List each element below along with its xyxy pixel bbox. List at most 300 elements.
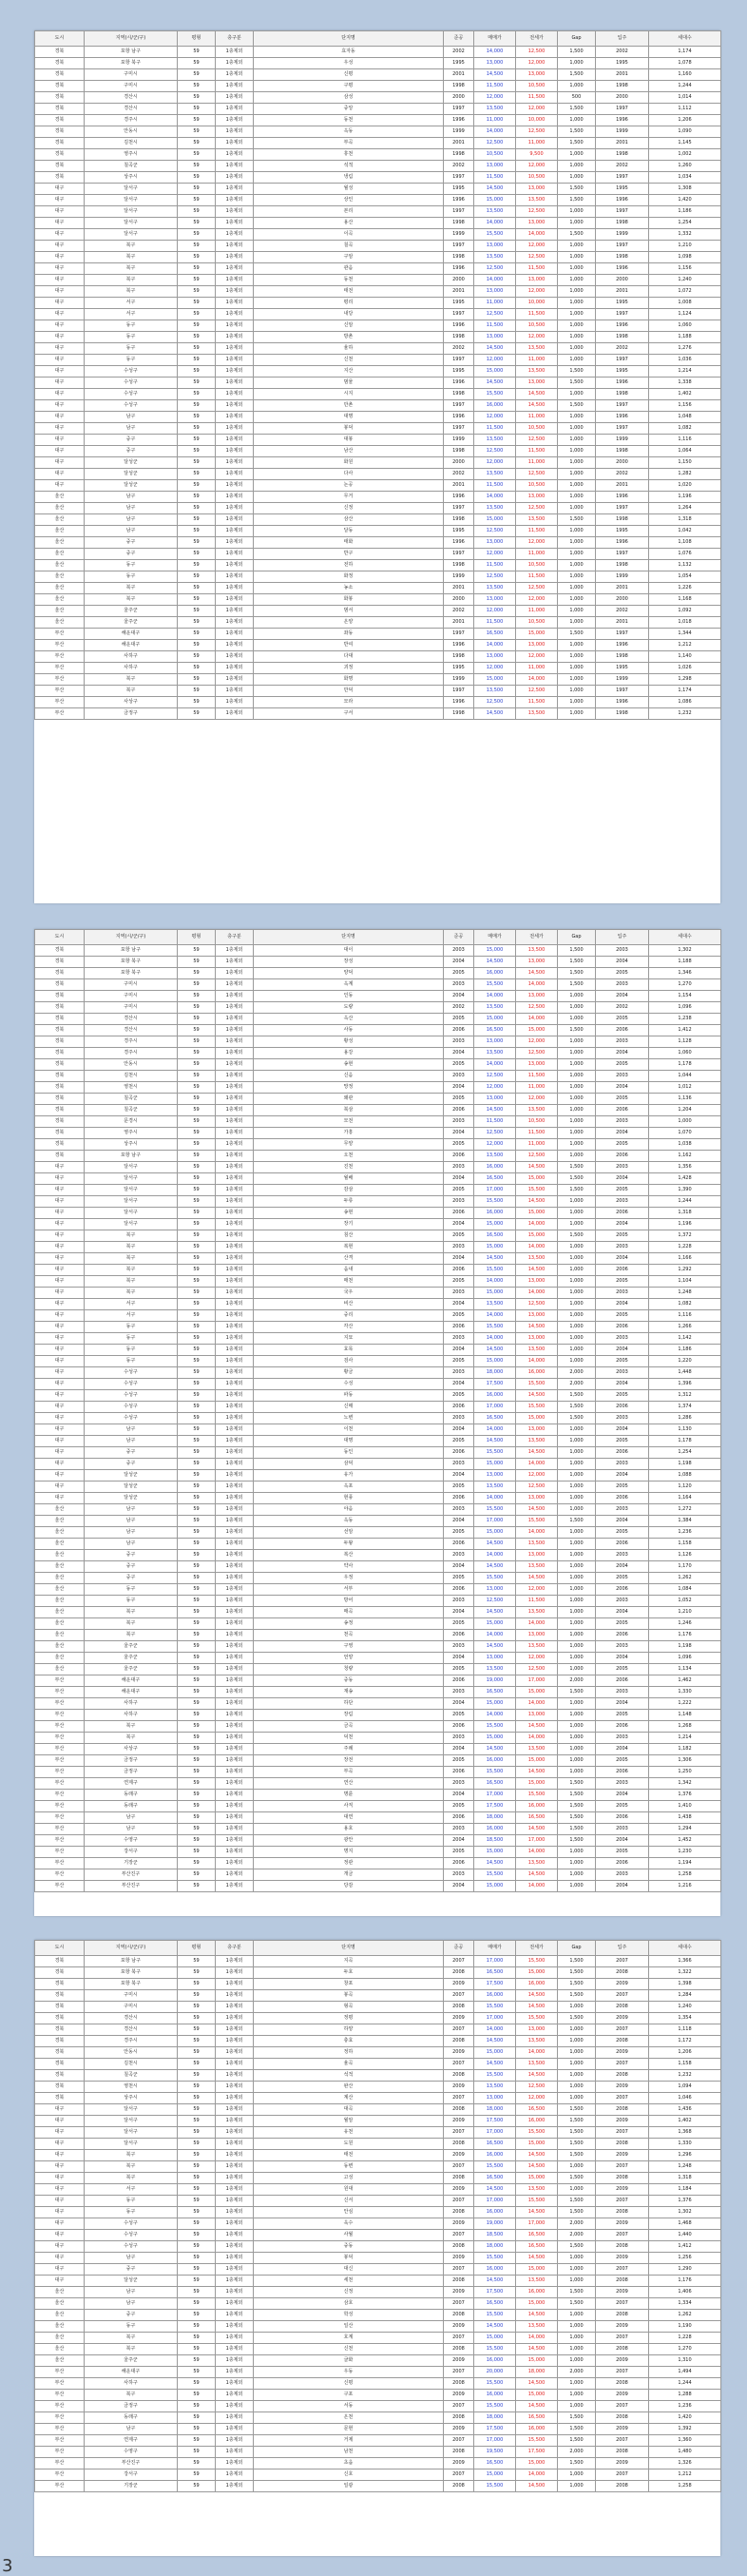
table-cell: 59 xyxy=(178,229,216,241)
table-cell: 59 xyxy=(178,2469,216,2481)
table-cell: 13,000 xyxy=(516,1630,558,1641)
table-cell: 1층제외 xyxy=(216,2082,254,2093)
table-cell: 1996 xyxy=(596,492,649,503)
table-cell: 1,000 xyxy=(558,1128,596,1139)
table-row xyxy=(35,1824,721,1835)
table-cell: 11,500 xyxy=(516,263,558,275)
table-cell: 1,000 xyxy=(558,991,596,1002)
table-cell: 구서 xyxy=(254,708,444,720)
table-cell: 부산 xyxy=(35,1881,85,1892)
table-cell: 태전 xyxy=(254,2150,444,2161)
table-cell: 59 xyxy=(178,1196,216,1208)
table-cell: 중앙 xyxy=(254,104,444,115)
table-cell: 2009 xyxy=(596,2013,649,2024)
table-cell: 2000 xyxy=(444,594,474,606)
table-cell: 동구 xyxy=(85,320,178,332)
table-cell: 1,346 xyxy=(649,968,721,979)
table-cell: 1층제외 xyxy=(216,1561,254,1573)
table-cell: 1,000 xyxy=(558,492,596,503)
table-cell: 경북 xyxy=(35,2024,85,2036)
table-row xyxy=(35,218,721,229)
table-cell: 2006 xyxy=(596,1402,649,1413)
table-cell: 2007 xyxy=(596,2127,649,2139)
table-row xyxy=(35,206,721,218)
table-row xyxy=(35,1858,721,1869)
table-row xyxy=(35,1847,721,1858)
table-cell: 1,500 xyxy=(558,629,596,640)
table-cell: 대구 xyxy=(35,1390,85,1402)
table-cell: 12,500 xyxy=(516,1664,558,1675)
table-cell: 옥계 xyxy=(254,979,444,991)
table-cell: 13,500 xyxy=(474,104,516,115)
table-row xyxy=(35,2173,721,2184)
table-cell: 13,500 xyxy=(516,2036,558,2047)
table-cell: 사직 xyxy=(254,1801,444,1812)
table-cell: 15,000 xyxy=(474,2047,516,2059)
table-cell: 14,500 xyxy=(516,1573,558,1584)
table-cell: 1,318 xyxy=(649,514,721,526)
table-cell: 2004 xyxy=(596,1835,649,1847)
table-cell: 2004 xyxy=(596,1219,649,1230)
table-row xyxy=(35,1310,721,1322)
table-cell: 1층제외 xyxy=(216,206,254,218)
table-cell: 달성군 xyxy=(85,1470,178,1482)
table-cell: 59 xyxy=(178,69,216,81)
table-cell: 1,156 xyxy=(649,263,721,275)
table-cell: 1,094 xyxy=(649,2082,721,2093)
table-cell: 삼호 xyxy=(254,2298,444,2310)
column-header: 단지명 xyxy=(254,1941,444,1956)
table-cell: 봉곡 xyxy=(254,1990,444,2002)
table-cell: 13,000 xyxy=(474,241,516,252)
table-cell: 17,500 xyxy=(474,1379,516,1390)
table-cell: 효자동 xyxy=(254,47,444,58)
table-cell: 연제구 xyxy=(85,1778,178,1790)
table-cell: 남구 xyxy=(85,526,178,537)
table-cell: 1층제외 xyxy=(216,2241,254,2253)
table-cell: 경북 xyxy=(35,58,85,69)
table-cell: 대구 xyxy=(35,389,85,400)
table-cell: 왜관 xyxy=(254,1094,444,1105)
table-cell: 59 xyxy=(178,1675,216,1687)
table-cell: 경주시 xyxy=(85,2036,178,2047)
table-cell: 59 xyxy=(178,47,216,58)
table-cell: 1,000 xyxy=(558,1288,596,1299)
header-row xyxy=(35,1941,721,1956)
table-cell: 1,500 xyxy=(558,1835,596,1847)
table-cell: 2001 xyxy=(596,286,649,298)
table-cell: 상주시 xyxy=(85,2093,178,2104)
table-cell: 1,000 xyxy=(558,149,596,161)
table-cell: 1,000 xyxy=(558,1459,596,1470)
table-cell: 대명 xyxy=(254,412,444,423)
table-cell: 16,500 xyxy=(516,1812,558,1824)
table-cell: 1층제외 xyxy=(216,2036,254,2047)
table-cell: 대구 xyxy=(35,2161,85,2173)
table-cell: 1,500 xyxy=(558,1413,596,1424)
table-row xyxy=(35,1881,721,1892)
table-cell: 부산 xyxy=(35,1812,85,1824)
table-cell: 방어 xyxy=(254,1596,444,1607)
table-cell: 13,000 xyxy=(516,275,558,286)
table-cell: 강서구 xyxy=(85,1847,178,1858)
table-cell: 송현 xyxy=(254,1059,444,1071)
table-cell: 1,500 xyxy=(558,378,596,389)
table-cell: 1,000 xyxy=(558,2355,596,2367)
table-cell: 동구 xyxy=(85,332,178,343)
table-cell: 1996 xyxy=(596,412,649,423)
table-cell: 1,264 xyxy=(649,503,721,514)
table-cell: 2005 xyxy=(444,1664,474,1675)
table-row xyxy=(35,1527,721,1539)
table-cell: 15,000 xyxy=(516,2458,558,2469)
table-cell: 2003 xyxy=(444,1333,474,1345)
table-cell: 전하 xyxy=(254,560,444,571)
table-cell: 하양 xyxy=(254,2024,444,2036)
table-cell: 15,000 xyxy=(516,1778,558,1790)
table-cell: 대구 xyxy=(35,1345,85,1356)
table-cell: 2009 xyxy=(444,2458,474,2469)
table-cell: 13,500 xyxy=(516,1607,558,1618)
table-cell: 경북 xyxy=(35,1082,85,1094)
table-cell: 15,000 xyxy=(516,1208,558,1219)
table-cell: 남구 xyxy=(85,423,178,435)
table-cell: 1,000 xyxy=(558,2344,596,2355)
table-cell: 상주시 xyxy=(85,1139,178,1151)
table-cell: 59 xyxy=(178,979,216,991)
table-cell: 12,500 xyxy=(474,1071,516,1082)
table-cell: 울산 xyxy=(35,503,85,514)
table-cell: 2009 xyxy=(596,2150,649,2161)
table-cell: 2003 xyxy=(444,945,474,957)
table-cell: 경북 xyxy=(35,115,85,126)
table-row xyxy=(35,138,721,149)
table-cell: 대구 xyxy=(35,1367,85,1379)
table-cell: 59 xyxy=(178,492,216,503)
table-cell: 경북 xyxy=(35,2013,85,2024)
table-cell: 2009 xyxy=(444,2047,474,2059)
table-cell: 16,000 xyxy=(516,2424,558,2435)
table-cell: 1997 xyxy=(444,206,474,218)
table-cell: 1,082 xyxy=(649,423,721,435)
table-cell: 2007 xyxy=(596,1956,649,1967)
table-cell: 1,240 xyxy=(649,275,721,286)
table-cell: 2005 xyxy=(596,1664,649,1675)
table-cell: 1,000 xyxy=(558,1733,596,1744)
table-cell: 대구 xyxy=(35,229,85,241)
table-cell: 1층제외 xyxy=(216,2127,254,2139)
table-cell: 1층제외 xyxy=(216,412,254,423)
table-cell: 12,500 xyxy=(516,1299,558,1310)
spreadsheet-page-2 xyxy=(34,929,720,1916)
table-cell: 12,500 xyxy=(516,47,558,58)
table-cell: 옥산 xyxy=(254,1014,444,1025)
table-cell: 달서구 xyxy=(85,2127,178,2139)
table-cell: 1,500 xyxy=(558,195,596,206)
table-cell: 16,500 xyxy=(516,2230,558,2241)
table-cell: 59 xyxy=(178,2082,216,2093)
table-cell: 언양 xyxy=(254,1653,444,1664)
table-cell: 14,500 xyxy=(474,184,516,195)
table-cell: 2007 xyxy=(444,2024,474,2036)
table-cell: 1,244 xyxy=(649,1196,721,1208)
column-header: 층구분 xyxy=(216,1941,254,1956)
table-cell: 대구 xyxy=(35,1265,85,1276)
table-cell: 1층제외 xyxy=(216,2481,254,2492)
table-cell: 59 xyxy=(178,2241,216,2253)
table-cell: 59 xyxy=(178,2150,216,2161)
table-cell: 1,412 xyxy=(649,2241,721,2253)
table-cell: 대구 xyxy=(35,412,85,423)
table-cell: 59 xyxy=(178,1956,216,1967)
table-cell: 1,000 xyxy=(558,1082,596,1094)
table-cell: 12,000 xyxy=(516,537,558,549)
table-cell: 59 xyxy=(178,1858,216,1869)
table-cell: 1996 xyxy=(596,320,649,332)
table-cell: 16,500 xyxy=(516,2412,558,2424)
table-cell: 1층제외 xyxy=(216,1242,254,1253)
table-cell: 2008 xyxy=(444,2036,474,2047)
table-cell: 13,000 xyxy=(474,1470,516,1482)
table-cell: 59 xyxy=(178,594,216,606)
table-cell: 화원 xyxy=(254,457,444,469)
table-cell: 2003 xyxy=(444,1071,474,1082)
table-cell: 18,000 xyxy=(474,2104,516,2116)
table-cell: 북구 xyxy=(85,674,178,686)
table-cell: 2003 xyxy=(444,1162,474,1173)
table-cell: 2009 xyxy=(444,1979,474,1990)
table-row xyxy=(35,686,721,697)
table-cell: 울산 xyxy=(35,606,85,617)
table-cell: 2008 xyxy=(444,2207,474,2218)
table-cell: 월배 xyxy=(254,1173,444,1185)
table-cell: 경북 xyxy=(35,104,85,115)
table-cell: 15,500 xyxy=(516,1185,558,1196)
table-cell: 1층제외 xyxy=(216,560,254,571)
table-cell: 북구 xyxy=(85,1288,178,1299)
table-cell: 2004 xyxy=(596,1048,649,1059)
table-cell: 15,000 xyxy=(474,945,516,957)
table-cell: 2007 xyxy=(444,2367,474,2378)
table-cell: 남구 xyxy=(85,412,178,423)
table-row xyxy=(35,571,721,583)
table-cell: 2005 xyxy=(444,1059,474,1071)
table-cell: 강서구 xyxy=(85,2469,178,2481)
table-cell: 1층제외 xyxy=(216,1139,254,1151)
table-cell: 1995 xyxy=(444,526,474,537)
table-cell: 1층제외 xyxy=(216,708,254,720)
table-cell: 2005 xyxy=(444,968,474,979)
table-row xyxy=(35,1493,721,1504)
table-cell: 1,000 xyxy=(558,423,596,435)
table-cell: 1,500 xyxy=(558,2139,596,2150)
table-cell: 2005 xyxy=(596,1390,649,1402)
table-cell: 서구 xyxy=(85,1299,178,1310)
table-cell: 1,000 xyxy=(558,1048,596,1059)
table-cell: 13,000 xyxy=(516,184,558,195)
table-cell: 1층제외 xyxy=(216,1413,254,1424)
table-cell: 1,262 xyxy=(649,2310,721,2321)
table-cell: 남구 xyxy=(85,503,178,514)
table-cell: 두류 xyxy=(254,1196,444,1208)
table-row xyxy=(35,1071,721,1082)
table-cell: 59 xyxy=(178,514,216,526)
table-cell: 2007 xyxy=(596,2435,649,2447)
table-cell: 59 xyxy=(178,2184,216,2196)
table-cell: 1,366 xyxy=(649,1956,721,1967)
table-cell: 1,126 xyxy=(649,1550,721,1561)
table-cell: 59 xyxy=(178,469,216,480)
table-cell: 세천 xyxy=(254,2276,444,2287)
table-cell: 1,286 xyxy=(649,1413,721,1424)
table-cell: 모전 xyxy=(254,1116,444,1128)
table-row xyxy=(35,252,721,263)
table-cell: 11,000 xyxy=(474,115,516,126)
table-cell: 2009 xyxy=(596,2390,649,2401)
table-row xyxy=(35,1573,721,1584)
table-cell: 15,500 xyxy=(474,229,516,241)
table-cell: 12,000 xyxy=(516,241,558,252)
table-cell: 대구 xyxy=(35,1208,85,1219)
table-cell: 1층제외 xyxy=(216,2310,254,2321)
table-cell: 1,256 xyxy=(649,2253,721,2264)
table-cell: 남구 xyxy=(85,1516,178,1527)
table-cell: 18,000 xyxy=(474,1812,516,1824)
table-cell: 1층제외 xyxy=(216,286,254,298)
table-cell: 13,500 xyxy=(474,686,516,697)
table-cell: 2003 xyxy=(444,1413,474,1424)
table-row xyxy=(35,355,721,366)
table-cell: 11,500 xyxy=(516,697,558,708)
table-cell: 1998 xyxy=(596,446,649,457)
table-cell: 2003 xyxy=(444,979,474,991)
table-cell: 포항 남구 xyxy=(85,1956,178,1967)
table-cell: 1,118 xyxy=(649,2024,721,2036)
table-row xyxy=(35,2424,721,2435)
table-cell: 1999 xyxy=(596,674,649,686)
table-cell: 59 xyxy=(178,1333,216,1345)
table-cell: 남구 xyxy=(85,1424,178,1436)
table-cell: 17,500 xyxy=(474,1979,516,1990)
table-cell: 1,000 xyxy=(558,389,596,400)
table-cell: 북구 xyxy=(85,275,178,286)
column-header: 지역(시/군/구) xyxy=(85,1941,178,1956)
table-cell: 달서구 xyxy=(85,1173,178,1185)
table-cell: 동래구 xyxy=(85,1801,178,1812)
table-cell: 1층제외 xyxy=(216,1675,254,1687)
table-cell: 2003 xyxy=(596,1196,649,1208)
table-cell: 2004 xyxy=(444,1128,474,1139)
table-cell: 대구 xyxy=(35,2276,85,2287)
table-cell: 16,000 xyxy=(474,2390,516,2401)
table-cell: 칠곡 xyxy=(254,241,444,252)
table-row xyxy=(35,1733,721,1744)
table-cell: 1,000 xyxy=(558,320,596,332)
table-cell: 13,500 xyxy=(474,1299,516,1310)
table-cell: 지묘 xyxy=(254,1333,444,1345)
table-cell: 1층제외 xyxy=(216,2173,254,2184)
table-cell: 14,000 xyxy=(474,991,516,1002)
table-cell: 1,184 xyxy=(649,2184,721,2196)
table-cell: 1999 xyxy=(444,571,474,583)
table-cell: 1,500 xyxy=(558,514,596,526)
table-cell: 12,500 xyxy=(516,252,558,263)
table-cell: 13,500 xyxy=(516,1436,558,1447)
table-row xyxy=(35,1956,721,1967)
table-cell: 2007 xyxy=(444,2298,474,2310)
table-row xyxy=(35,104,721,115)
table-cell: 현풍 xyxy=(254,1493,444,1504)
table-cell: 59 xyxy=(178,1230,216,1242)
table-cell: 북구 xyxy=(85,2344,178,2355)
table-cell: 대구 xyxy=(35,2104,85,2116)
table-row xyxy=(35,366,721,378)
table-cell: 59 xyxy=(178,2390,216,2401)
table-cell: 대구 xyxy=(35,2253,85,2264)
table-cell: 17,000 xyxy=(516,1675,558,1687)
table-cell: 15,000 xyxy=(516,1755,558,1767)
table-cell: 1층제외 xyxy=(216,571,254,583)
table-cell: 경북 xyxy=(35,2002,85,2013)
table-cell: 달성군 xyxy=(85,1482,178,1493)
table-cell: 삼덕 xyxy=(254,1459,444,1470)
column-header: 준공 xyxy=(444,31,474,47)
table-cell: 1,000 xyxy=(558,1310,596,1322)
table-cell: 1,078 xyxy=(649,58,721,69)
table-row xyxy=(35,1721,721,1733)
table-cell: 2005 xyxy=(444,1310,474,1322)
table-cell: 2007 xyxy=(444,2469,474,2481)
table-row xyxy=(35,1230,721,1242)
table-cell: 59 xyxy=(178,1767,216,1778)
table-cell: 2009 xyxy=(596,2047,649,2059)
table-cell: 1,232 xyxy=(649,2070,721,2082)
table-cell: 1,406 xyxy=(649,2287,721,2298)
table-cell: 59 xyxy=(178,640,216,651)
table-cell: 북구 xyxy=(85,2173,178,2184)
table-cell: 대구 xyxy=(35,355,85,366)
table-cell: 59 xyxy=(178,1979,216,1990)
table-cell: 14,500 xyxy=(474,2321,516,2333)
table-cell: 1층제외 xyxy=(216,697,254,708)
table-cell: 대구 xyxy=(35,309,85,320)
table-cell: 17,000 xyxy=(474,2013,516,2024)
table-cell: 1,000 xyxy=(558,674,596,686)
table-cell: 1층제외 xyxy=(216,2333,254,2344)
table-cell: 2003 xyxy=(444,1641,474,1653)
table-row xyxy=(35,1242,721,1253)
table-cell: 15,500 xyxy=(474,1322,516,1333)
table-cell: 2002 xyxy=(444,161,474,172)
table-cell: 1층제외 xyxy=(216,1869,254,1881)
table-cell: 59 xyxy=(178,2139,216,2150)
table-cell: 경북 xyxy=(35,2070,85,2082)
table-cell: 2005 xyxy=(444,1618,474,1630)
table-cell: 15,500 xyxy=(474,2070,516,2082)
table-cell: 울산 xyxy=(35,1618,85,1630)
table-cell: 1,000 xyxy=(558,1322,596,1333)
table-cell: 부산 xyxy=(35,1869,85,1881)
table-cell: 15,000 xyxy=(516,2355,558,2367)
table-cell: 북구 xyxy=(85,2161,178,2173)
table-cell: 수성구 xyxy=(85,366,178,378)
table-cell: 2005 xyxy=(444,1710,474,1721)
table-cell: 59 xyxy=(178,1812,216,1824)
table-row xyxy=(35,1025,721,1036)
table-cell: 1층제외 xyxy=(216,2412,254,2424)
table-cell: 대이 xyxy=(254,945,444,957)
table-cell: 달성군 xyxy=(85,457,178,469)
